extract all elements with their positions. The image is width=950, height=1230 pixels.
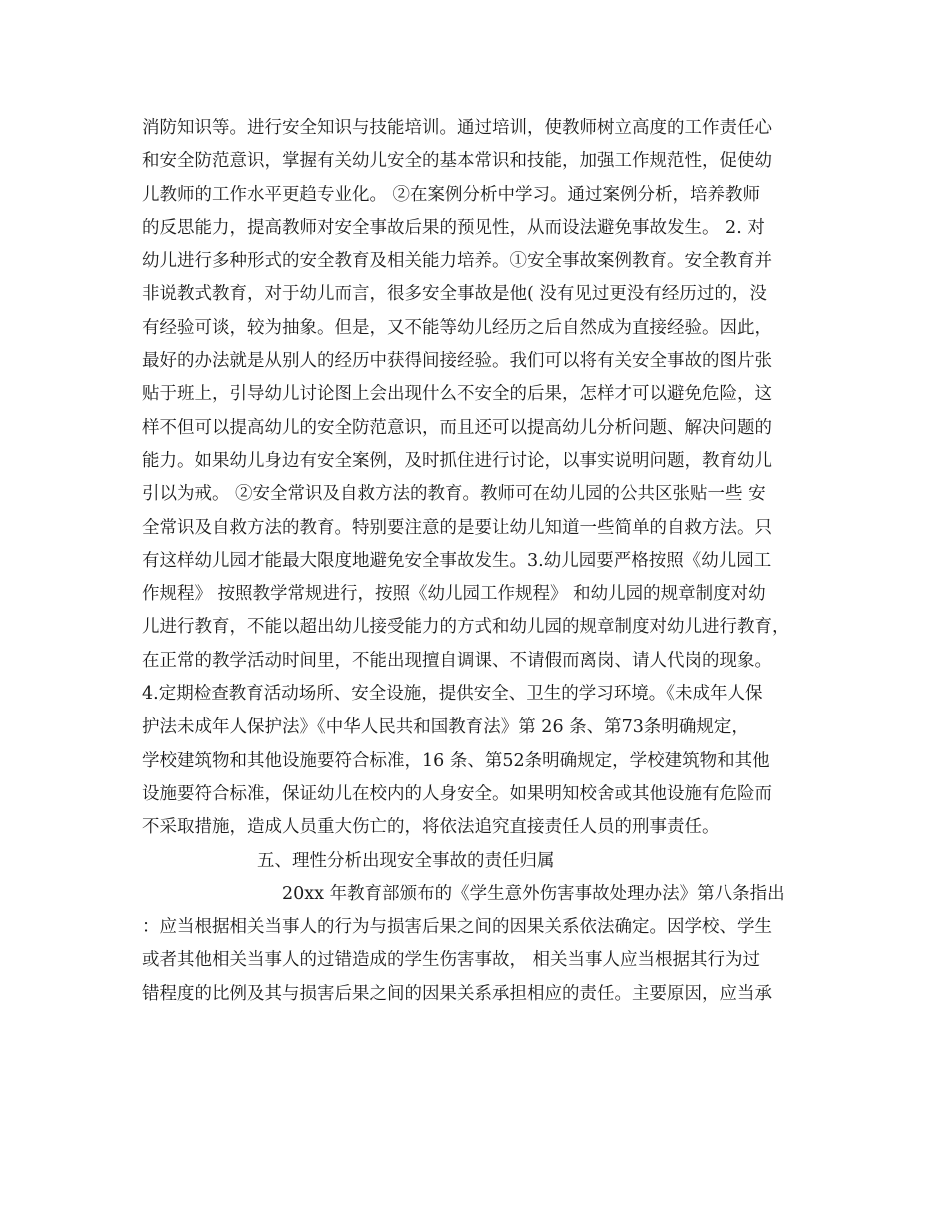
text-line: 20xx 年教育部颁布的《学生意外伤害事故处理办法》第八条指出 [282, 883, 785, 904]
text-line: ：应当根据相关当事人的行为与损害后果之间的因果关系依法确定。因学校、学生 [142, 917, 772, 938]
text-line: 贴于班上，引导幼儿讨论图上会出现什么不安全的后果，怎样才可以避免危险，这 [142, 384, 772, 405]
text-line: 护法未成年人保护法》《中华人民共和国教育法》第 26 条、第73条明确规定， [142, 717, 749, 738]
text-line: 有这样幼儿园才能最大限度地避免安全事故发生。3.幼儿园要严格按照《幼儿园工 [142, 550, 772, 571]
text-line: 或者其他相关当事人的过错造成的学生伤害事故， 相关当事人应当根据其行为过 [142, 950, 761, 971]
text-line: 学校建筑物和其他设施要符合标准，16 条、第52条明确规定，学校建筑物和其他 [142, 750, 770, 771]
text-line: 最好的办法就是从别人的经历中获得间接经验。我们可以将有关安全事故的图片张 [142, 351, 772, 372]
text-line: 消防知识等。进行安全知识与技能培训。通过培训，使教师树立高度的工作责任心 [142, 118, 772, 138]
text-line: 样不但可以提高幼儿的安全防范意识，而且还可以提高幼儿分析问题、解决问题的 [142, 417, 772, 438]
text-line: 和安全防范意识，掌握有关幼儿安全的基本常识和技能，加强工作规范性，促使幼 [142, 151, 772, 172]
text-line: 有经验可谈，较为抽象。但是，又不能等幼儿经历之后自然成为直接经验。因此， [142, 317, 772, 338]
text-line: 儿教师的工作水平更趋专业化。 ②在案例分析中学习。通过案例分析，培养教师 [142, 184, 761, 205]
text-line: 能力。如果幼儿身边有安全案例，及时抓住进行讨论，以事实说明问题，教育幼儿 [142, 450, 772, 471]
text-line: 全常识及自救方法的教育。特别要注意的是要让幼儿知道一些简单的自救方法。只 [142, 517, 772, 538]
text-line: 不采取措施，造成人员重大伤亡的，将依法追究直接责任人员的刑事责任。 [142, 817, 720, 838]
text-line: 非说教式教育，对于幼儿而言，很多安全事故是他( 没有见过更没有经历过的，没 [142, 284, 767, 305]
text-line: 幼儿进行多种形式的安全教育及相关能力培养。①安全事故案例教育。安全教育并 [142, 251, 772, 272]
text-line: 错程度的比例及其与损害后果之间的因果关系承担相应的责任。主要原因，应当承 [142, 983, 772, 1004]
text-line: 作规程》 按照教学常规进行，按照《幼儿园工作规程》 和幼儿园的规章制度对幼 [142, 584, 766, 605]
text-line: 的反思能力，提高教师对安全事故后果的预见性，从而设法避免事故发生。 2. 对 [142, 217, 765, 238]
text-line: 儿进行教育，不能以超出幼儿接受能力的方式和幼儿园的规章制度对幼儿进行教育， [142, 617, 790, 638]
text-line: 在正常的教学活动时间里，不能出现擅自调课、不请假而离岗、请人代岗的现象。 [142, 650, 772, 671]
text-line: 引以为戒。 ②安全常识及自救方法的教育。教师可在幼儿园的公共区张贴一些 安 [142, 484, 766, 505]
body-text [142, 112, 822, 1011]
text-line: 设施要符合标准，保证幼儿在校内的人身安全。如果明知校舍或其他设施有危险而 [142, 783, 772, 804]
text-line: 4.定期检查教育活动场所、安全设施，提供安全、卫生的学习环境。《未成年人保 [142, 684, 763, 705]
section-heading: 五、理性分析出现安全事故的责任归属 [257, 850, 555, 871]
